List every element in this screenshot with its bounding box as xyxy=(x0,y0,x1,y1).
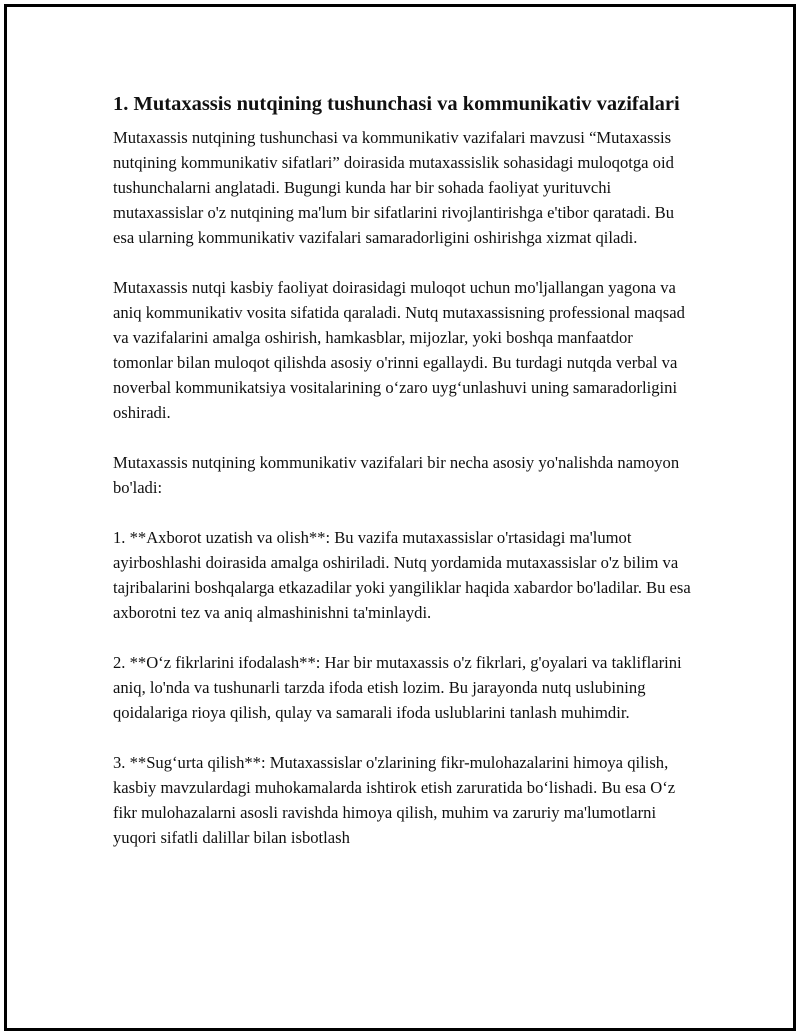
paragraph-intro: Mutaxassis nutqining tushunchasi va kommunikativ vazifalari mavzusi “Mutaxassis nutqining kommunikativ sifatlari” doirasida mutaxassislik sohasidagi muloqotga oid tushunchalarni anglatadi. Bugungi kunda har bir sohada faoliyat yurituvchi mutaxassislar o'z nutqining ma'lum bir sifatlarini rivojlantirishga e'tibor qaratadi. Bu esa ularning kommunikativ vazifalari samaradorligini oshirishga xizmat qiladi. xyxy=(113,128,675,247)
paragraph-speech-definition: Mutaxassis nutqi kasbiy faoliyat doirasidagi muloqot uchun mo'ljallangan yagona va aniq kommunikativ vosita sifatida qaraladi. Nutq mutaxassisning professional maqsad va vazifalarini amalga oshirish, hamkasblar, mijozlar, yoki boshqa manfaatdor tomonlar bilan muloqot qilishda asosiy o'rinni egallaydi. Bu turdagi nutqda verbal va noverbal kommunikatsiya vositalarining o‘zaro uyg‘unlashuvi uning samaradorligini oshiradi. xyxy=(113,278,685,422)
paragraph-functions-intro: Mutaxassis nutqining kommunikativ vazifalari bir necha asosiy yo'nalishda namoyon bo'ladi: xyxy=(113,453,680,497)
list-item-expressing-thoughts: 2. **O‘z fikrlarini ifodalash**: Har bir mutaxassis o'z fikrlari, g'oyalari va takliflarini aniq, lo'nda va tushunarli tarzda ifoda etish lozim. Bu jarayonda nutq uslubining qoidalariga rioya qilish, qulay va samarali ifoda uslublarini tanlash muhimdir. xyxy=(113,653,682,722)
document-body xyxy=(113,90,693,875)
section-heading: 1. Mutaxassis nutqining tushunchasi va kommunikativ vazifalari xyxy=(113,93,680,115)
list-item-defending-views: 3. **Sug‘urta qilish**: Mutaxassislar o'zlarining fikr-mulohazalarini himoya qilish, kasbiy mavzulardagi muhokamalarda ishtirok etish zaruratida bo‘lishadi. Bu esa O‘z fikr mulohazalarni asosli ravishda himoya qilish, muhim va zaruriy ma'lumotlarni yuqori sifatli dalillar bilan isbotlash xyxy=(113,753,676,847)
list-item-information-exchange: 1. **Axborot uzatish va olish**: Bu vazifa mutaxassislar o'rtasidagi ma'lumot ayirboshlashi doirasida amalga oshiriladi. Nutq yordamida mutaxassislar o'z bilim va tajribalarini boshqalarga etkazadilar yoki yangiliklar haqida xabardor bo'ladilar. Bu esa axborotni tez va aniq almashinishni ta'minlaydi. xyxy=(113,528,691,622)
